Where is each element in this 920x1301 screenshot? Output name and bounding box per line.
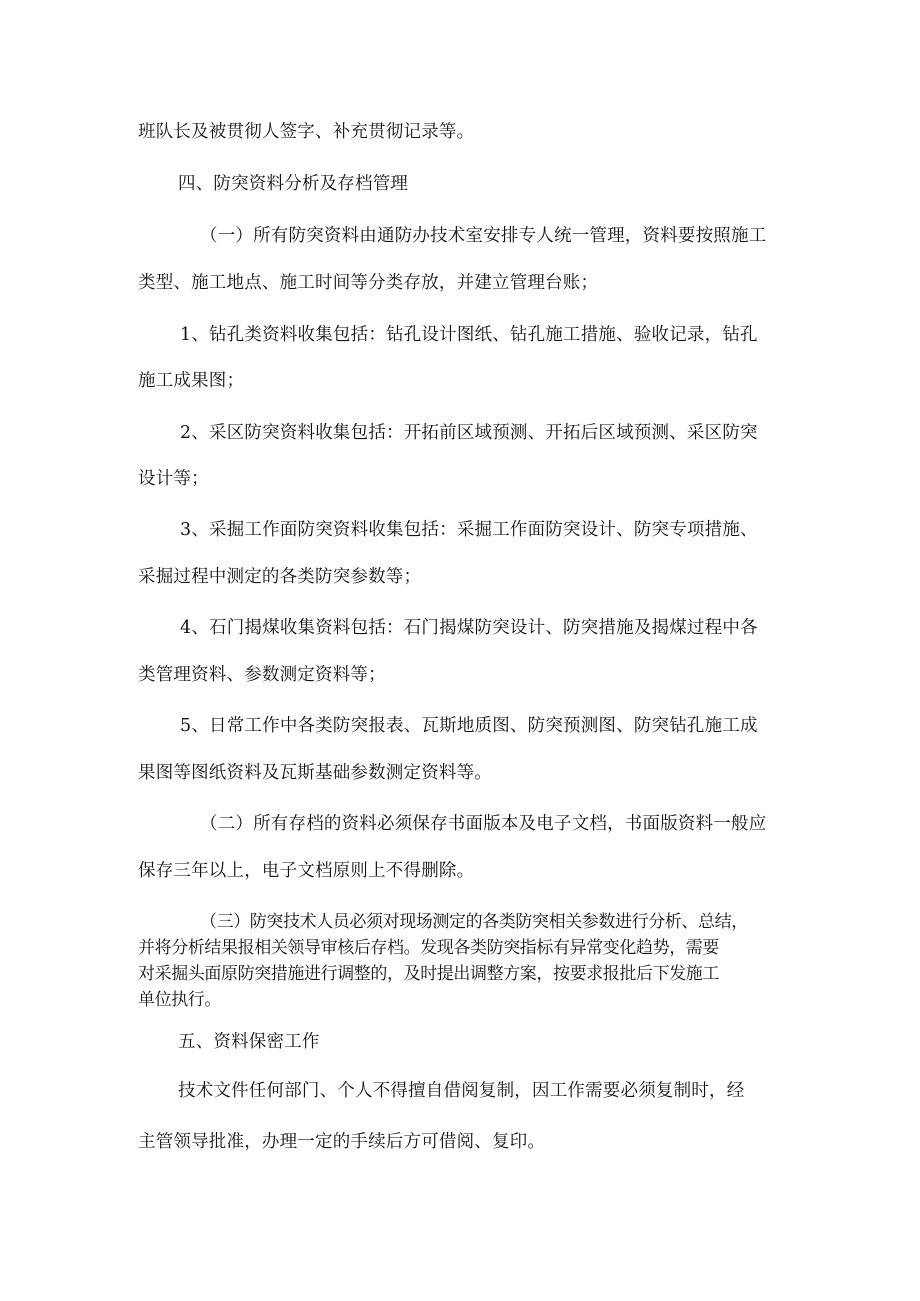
text-line-4: 类型、施工地点、施工时间等分类存放，并建立管理台账； [138,273,599,293]
text-line-9: 3、采掘工作面防突资料收集包括：采掘工作面防突设计、防突专项措施、 [180,520,758,540]
text-line-6: 施工成果图； [138,371,245,391]
text-line-15: （二）所有存档的资料必须保存书面版本及电子文档，书面版资料一般应 [200,814,767,834]
text-line-10: 采掘过程中测定的各类防突参数等； [138,567,422,587]
text-line-17: （三）防突技术人员必须对现场测定的各类防突相关参数进行分析、总结， [200,912,748,932]
text-line-11: 4、石门揭煤收集资料包括：石门揭煤防突设计、防突措施及揭煤过程中各 [180,618,758,638]
text-line-8: 设计等； [138,469,209,489]
section-heading-5: 五、资料保密工作 [178,1032,320,1052]
text-line-7: 2、采区防突资料收集包括：开拓前区域预测、开拓后区域预测、采区防突 [180,423,758,443]
text-line-19: 对采掘头面原防突措施进行调整的，及时提出调整方案，按要求报批后下发施工 [138,964,719,984]
text-line-18: 并将分析结果报相关领导审核后存档。发现各类防突指标有异常变化趋势，需要 [138,938,719,958]
text-line-23: 主管领导批准，办理一定的手续后方可借阅、复印。 [138,1132,546,1152]
text-line-22: 技术文件任何部门、个人不得擅自借阅复制，因工作需要必须复制时，经 [178,1081,745,1101]
text-line-20: 单位执行。 [138,990,221,1010]
text-line-5: 1、钻孔类资料收集包括：钻孔设计图纸、钻孔施工措施、验收记录，钻孔 [180,325,758,345]
text-line-12: 类管理资料、参数测定资料等； [138,665,386,685]
text-line-16: 保存三年以上，电子文档原则上不得删除。 [138,861,475,881]
text-line-13: 5、日常工作中各类防突报表、瓦斯地质图、防突预测图、防突钻孔施工成 [180,716,758,736]
section-heading-4: 四、防突资料分析及存档管理 [178,174,409,194]
text-line-1: 班队长及被贯彻人签字、补充贯彻记录等。 [138,122,475,142]
text-line-3: （一）所有防突资料由通防办技术室安排专人统一管理，资料要按照施工 [200,226,767,246]
text-line-14: 果图等图纸资料及瓦斯基础参数测定资料等。 [138,763,492,783]
